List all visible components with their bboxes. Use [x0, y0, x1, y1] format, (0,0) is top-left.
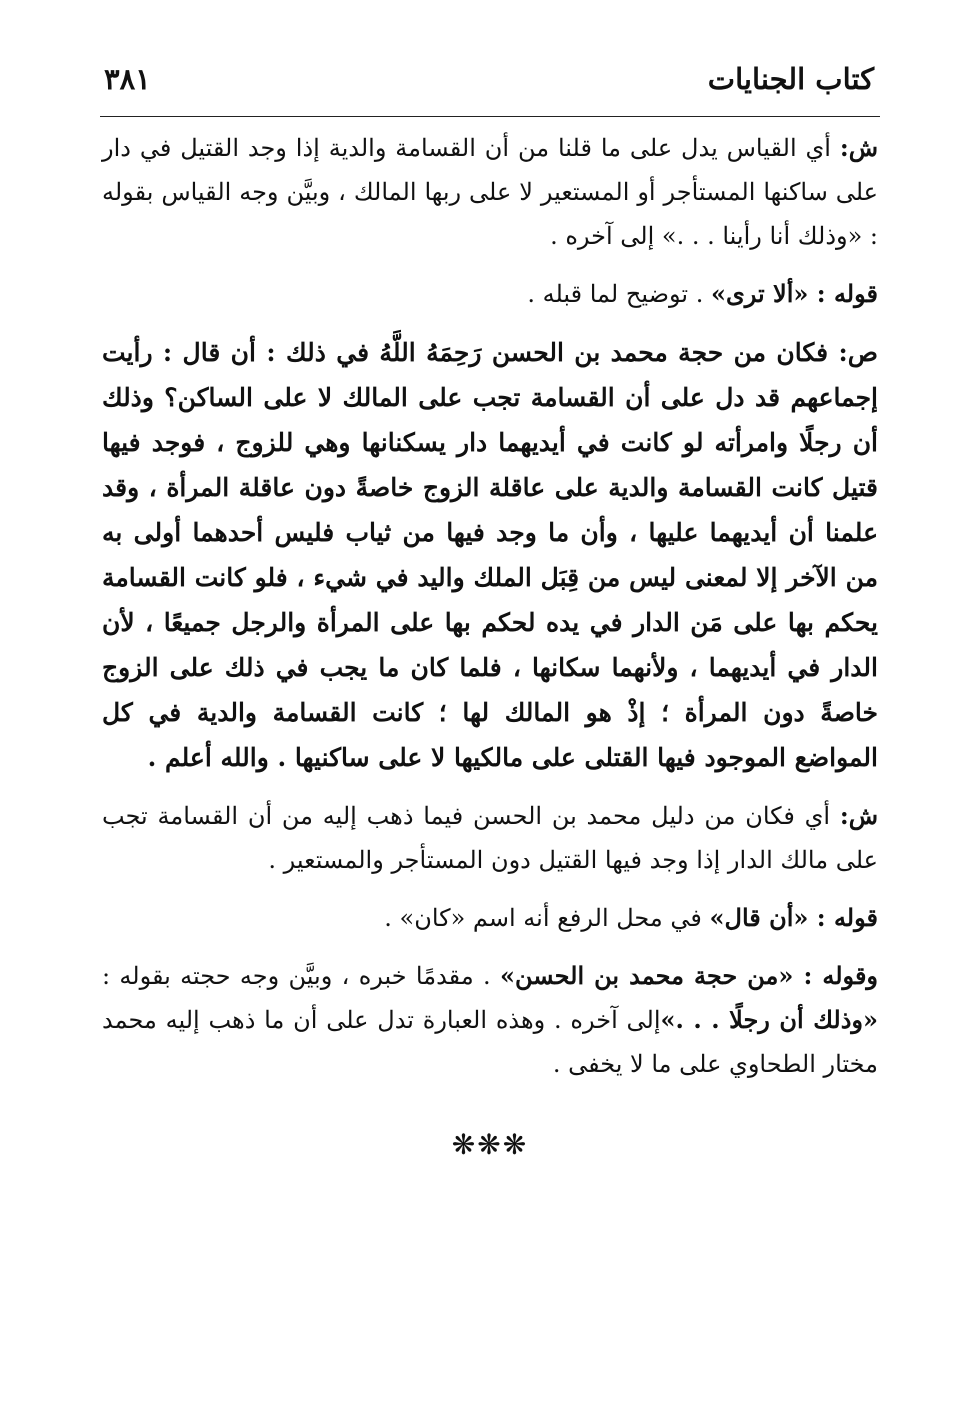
paragraph-text: في محل الرفع أنه اسم «كان» .	[384, 904, 710, 932]
commentary-paragraph-2	[102, 794, 878, 882]
header-rule	[100, 116, 880, 117]
paragraph-text: . مقدمًا خبره ، وبيَّن وجه حجته بقوله :	[102, 962, 500, 990]
page-header	[100, 58, 880, 108]
commentary-paragraph-1	[102, 126, 878, 258]
quoted-phrase: قوله : «ألا ترى»	[710, 279, 878, 308]
paragraph-text: . توضيح لما قبله .	[527, 280, 711, 308]
paragraph-text: إلى آخره . وهذه العبارة تدل على أن ما ذهب إليه محمد مختار الطحاوي على ما لا يخفى .	[102, 1006, 878, 1078]
quoted-phrase: قوله : «أن قال»	[709, 903, 878, 932]
note-paragraph-1	[102, 272, 878, 316]
page-number: ٣٨١	[104, 62, 151, 96]
paragraph-text: فكان من حجة محمد بن الحسن رَحِمَهُ اللَّهُ في ذلك : أن قال : رأيت إجماعهم قد دل على أن القسامة تجب على المالك لا على الساكن؟ وذلك أن رجلًا وامرأته لو كانت في أيديهما دار يسكنانها وهي للزوج ، فوجد فيها قتيل كانت القسامة والدية على عاقلة الزوج خاصةً دون عاقلة المرأة ، وقد علمنا أن أيديهما عليها ، وأن ما وجد فيها من ثياب فليس أحدهما أولى به من الآخر إلا لمعنى ليس من قِبَل الملك واليد في شيء ، فلو كانت القسامة يحكم بها على مَن الدار في يده لحكم بها على المرأة والرجل جميعًا ، لأن الدار في أيديهما ، ولأنهما سكانها ، فلما كان ما يجب في ذلك على الزوج خاصةً دون المرأة ؛ إذْ هو المالك لها ؛ كانت القسامة والدية في كل المواضع الموجود فيها القتلى على مالكيها لا على ساكنيها . والله أعلم .	[102, 338, 878, 772]
section-divider-ornament: ❋❋❋	[451, 1128, 529, 1161]
note-paragraph-3	[102, 954, 878, 1086]
paragraph-text: أي القياس يدل على ما قلنا من أن القسامة والدية إذا وجد القتيل في دار على ساكنها المستأجر أو المستعير لا على ربها المالك ، وبيَّن وجه القياس بقوله : «وذلك أنا رأينا . . .» إلى آخره .	[102, 134, 878, 250]
note-paragraph-2	[102, 896, 878, 940]
commentary-marker: ش:	[839, 133, 878, 162]
commentary-marker: ش:	[839, 801, 878, 830]
quoted-phrase: وقوله : «من حجة محمد بن الحسن»	[499, 961, 879, 990]
main-text-marker: ص:	[838, 338, 878, 367]
main-text-paragraph	[102, 330, 878, 780]
paragraph-text: أي فكان من دليل محمد بن الحسن فيما ذهب إليه من أن القسامة تجب على مالك الدار إذا وجد فيها القتيل دون المستأجر والمستعير .	[102, 802, 878, 874]
page-body	[102, 126, 878, 1096]
quoted-phrase: «وذلك أن رجلًا . . .»	[660, 1005, 879, 1034]
running-title: كتاب الجنايات	[707, 62, 874, 96]
